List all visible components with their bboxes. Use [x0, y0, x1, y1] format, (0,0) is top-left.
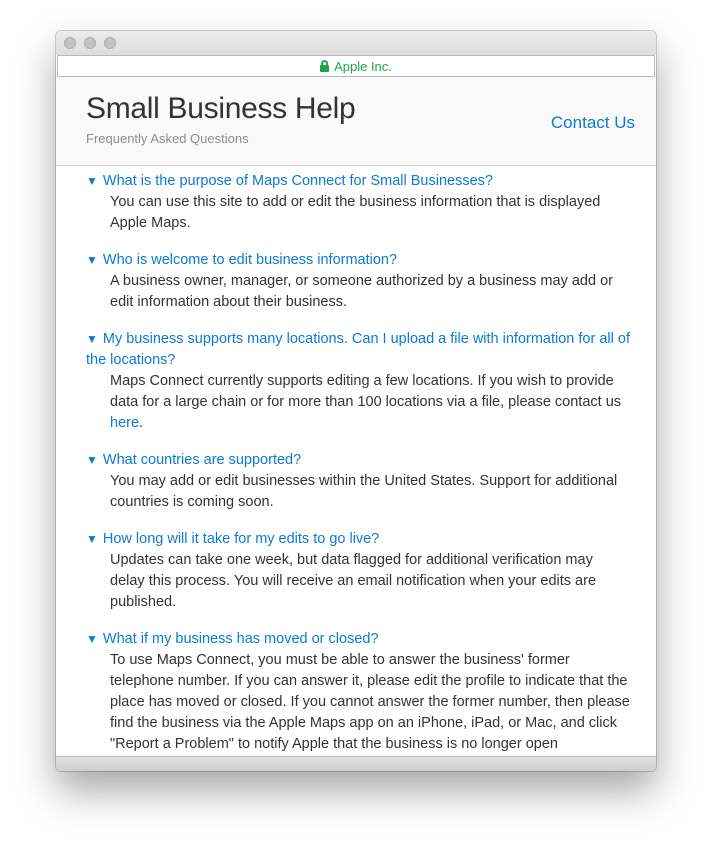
faq-question-text[interactable]: What if my business has moved or closed? [102, 631, 379, 647]
faq-answer: A business owner, manager, or someone authorized by a business may add or edit information about their business. [110, 273, 613, 310]
address-bar[interactable] [57, 55, 655, 77]
faq-answer [110, 371, 631, 434]
faq-item [86, 529, 631, 613]
contact-us-link[interactable]: Contact Us [550, 113, 635, 132]
page-title: Small Business Help [86, 92, 356, 125]
faq-question-text[interactable]: What is the purpose of Maps Connect for Small Businesses? [102, 173, 493, 189]
page-header [56, 77, 656, 166]
faq-answer-text: Maps Connect currently supports editing a few locations. If you wish to provide data for a large chain or for more than 100 locations via a file, please contact us [110, 373, 622, 410]
faq-answer: Updates can take one week, but data flagged for additional verification may delay this process. You will receive an email notification when your edits are published. [110, 552, 597, 610]
faq-item [86, 329, 631, 434]
faq-answer: You may add or edit businesses within the United States. Support for additional countries is coming soon. [110, 473, 618, 510]
faq-question[interactable] [86, 529, 631, 550]
lock-icon [320, 65, 329, 72]
disclosure-triangle-icon[interactable]: ▼ [86, 632, 98, 646]
site-name: Apple Inc. [334, 58, 392, 74]
faq-item [86, 450, 631, 513]
faq-item [86, 250, 631, 313]
faq-question[interactable] [86, 250, 631, 271]
faq-question-text[interactable]: My business supports many locations. Can I upload a file with information for all of the locations? [86, 331, 630, 368]
page-subtitle: Frequently Asked Questions [86, 131, 249, 146]
faq-list [86, 171, 631, 771]
title-bar[interactable] [56, 31, 656, 55]
disclosure-triangle-icon[interactable]: ▼ [86, 453, 98, 467]
faq-question-text[interactable]: Who is welcome to edit business information? [102, 252, 398, 268]
disclosure-triangle-icon[interactable]: ▼ [86, 532, 98, 546]
zoom-window-button[interactable] [104, 37, 116, 49]
faq-question[interactable] [86, 329, 631, 371]
faq-answer: You can use this site to add or edit the business information that is displayed Apple Maps. [110, 194, 601, 231]
faq-question-text[interactable]: How long will it take for my edits to go live? [102, 531, 380, 547]
minimize-window-button[interactable] [84, 37, 96, 49]
faq-item [86, 629, 631, 755]
faq-question[interactable] [86, 629, 631, 650]
contact-here-link[interactable]: here [110, 415, 140, 431]
window-bottom-bar [56, 756, 656, 771]
disclosure-triangle-icon[interactable]: ▼ [86, 174, 98, 188]
browser-window [56, 31, 656, 771]
faq-question-text[interactable]: What countries are supported? [102, 452, 302, 468]
close-window-button[interactable] [64, 37, 76, 49]
faq-answer-end: . [139, 415, 144, 431]
faq-question[interactable] [86, 450, 631, 471]
faq-question[interactable] [86, 171, 631, 192]
disclosure-triangle-icon[interactable]: ▼ [86, 332, 98, 346]
faq-item [86, 171, 631, 234]
faq-answer: To use Maps Connect, you must be able to answer the business' former telephone number. If you can answer it, please edit the profile to indicate that the place has moved or closed. If you cannot answer the former number, then please find the business via the Apple Maps app on an iPhone, iPad, or Mac, and click "Report a Problem" to notify Apple that the business is no longer open [110, 652, 630, 752]
disclosure-triangle-icon[interactable]: ▼ [86, 253, 98, 267]
